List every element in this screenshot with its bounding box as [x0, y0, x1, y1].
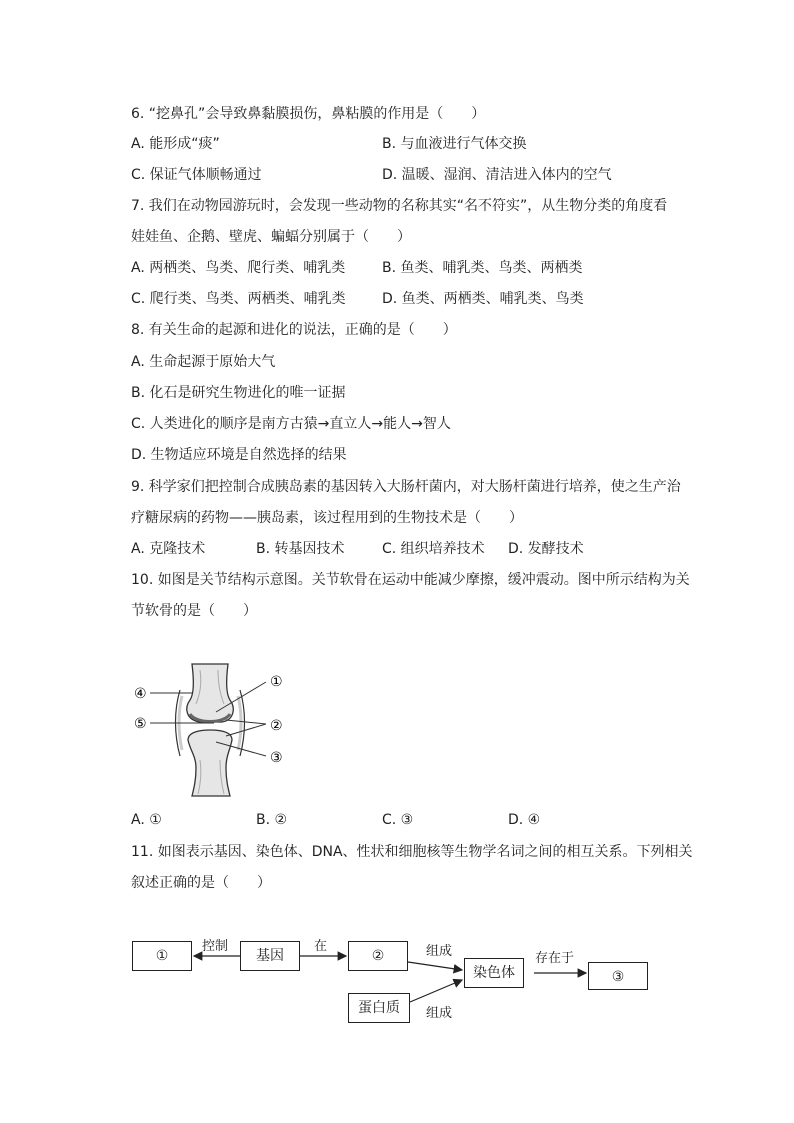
diagram-label-compose-top: 组成: [426, 944, 453, 959]
joint-label-1: ①: [270, 674, 283, 690]
q10-option-c: C. ③: [382, 812, 414, 828]
q9-stem-line1: 9. 科学家们把控制合成胰岛素的基因转入大肠杆菌内，对大肠杆菌进行培养，使之生产治: [131, 479, 681, 495]
q9-option-a: A. 克隆技术: [131, 541, 206, 557]
diagram-box-3: ③: [588, 962, 648, 990]
diagram-box-2: ②: [348, 941, 408, 971]
q11-stem-line1: 11. 如图表示基因、染色体、DNA、性状和细胞核等生物学名词之间的相互关系。下列相关: [131, 844, 693, 860]
q7-option-d: D. 鱼类、两栖类、哺乳类、鸟类: [382, 291, 584, 307]
q7-option-a: A. 两栖类、鸟类、爬行类、哺乳类: [131, 260, 346, 276]
q7-option-b: B. 鱼类、哺乳类、鸟类、两栖类: [382, 260, 583, 276]
diagram-label-exist: 存在于: [535, 951, 575, 966]
q9-stem-line2: 疗糖尿病的药物——胰岛素，该过程用到的生物技术是（ ）: [131, 510, 523, 526]
q7-stem-line1: 7. 我们在动物园游玩时，会发现一些动物的名称其实“名不符实”，从生物分类的角度看: [131, 198, 668, 214]
q6-option-b: B. 与血液进行气体交换: [382, 136, 527, 152]
q6-stem: 6. “挖鼻孔”会导致鼻黏膜损伤，鼻粘膜的作用是（ ）: [131, 106, 486, 122]
arrow-protein-to-chromosome: [410, 980, 462, 1002]
diagram-label-compose-bottom: 组成: [426, 1006, 453, 1021]
q10-option-b: B. ②: [256, 812, 288, 828]
q11-stem-line2: 叙述正确的是（ ）: [131, 875, 271, 891]
q7-option-c: C. 爬行类、鸟类、两栖类、哺乳类: [131, 291, 346, 307]
joint-label-3: ③: [270, 750, 283, 766]
q8-option-a: A. 生命起源于原始大气: [131, 354, 276, 370]
q10-option-d: D. ④: [508, 812, 541, 828]
q6-option-d: D. 温暖、湿润、清洁进入体内的空气: [382, 167, 612, 183]
q6-option-c: C. 保证气体顺畅通过: [131, 167, 262, 183]
q9-option-d: D. 发酵技术: [508, 541, 584, 557]
q8-option-d: D. 生物适应环境是自然选择的结果: [131, 447, 347, 463]
diagram-box-chromosome: 染色体: [464, 958, 524, 988]
q10-stem-line2: 节软骨的是（ ）: [131, 603, 257, 619]
arrow-2-to-chromosome: [408, 962, 462, 970]
joint-label-5: ⑤: [134, 716, 147, 732]
q8-option-b: B. 化石是研究生物进化的唯一证据: [131, 385, 346, 401]
diagram-box-protein: 蛋白质: [348, 993, 410, 1023]
q6-option-a: A. 能形成“痰”: [131, 136, 220, 152]
q9-option-b: B. 转基因技术: [256, 541, 345, 557]
diagram-label-in: 在: [314, 939, 328, 954]
q10-stem-line1: 10. 如图是关节结构示意图。关节软骨在运动中能减少摩擦，缓冲震动。图中所示结构为关: [131, 572, 690, 588]
q9-option-c: C. 组织培养技术: [382, 541, 485, 557]
joint-label-4: ④: [134, 686, 147, 702]
q8-stem: 8. 有关生命的起源和进化的说法，正确的是（ ）: [131, 322, 457, 338]
diagram-box-1: ①: [132, 941, 192, 971]
diagram-box-gene: 基因: [240, 941, 300, 971]
q10-option-a: A. ①: [131, 812, 162, 828]
joint-label-2: ②: [270, 718, 283, 734]
q8-option-c: C. 人类进化的顺序是南方古猿→直立人→能人→智人: [131, 416, 451, 432]
diagram-label-control: 控制: [202, 939, 229, 954]
q7-stem-line2: 娃娃鱼、企鹅、壁虎、蝙蝠分别属于（ ）: [131, 229, 411, 245]
